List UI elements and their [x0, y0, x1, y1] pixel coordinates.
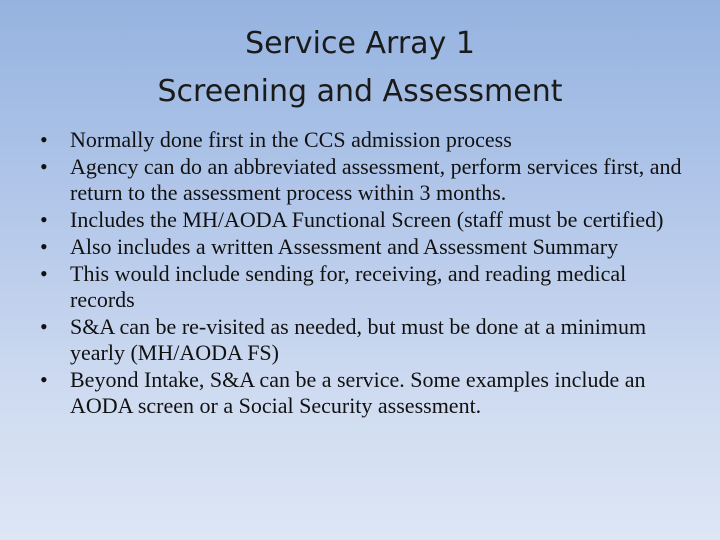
bullet-text: Normally done first in the CCS admission process: [70, 127, 512, 152]
bullet-text: S&A can be re-visited as needed, but must be done at a minimum yearly (MH/AODA FS): [70, 314, 647, 365]
slide-title-line-1: Service Array 1: [245, 26, 475, 61]
bullet-text: Beyond Intake, S&A can be a service. Some examples include an AODA screen or a Social Security assessment.: [70, 367, 646, 418]
bullet-text: Includes the MH/AODA Functional Screen (staff must be certified): [70, 207, 664, 232]
bullet-item: [40, 367, 690, 419]
bullet-dot-icon: •: [40, 261, 48, 286]
bullet-dot-icon: •: [40, 314, 48, 339]
bullet-dot-icon: •: [40, 207, 48, 232]
bullet-item: [40, 314, 690, 366]
bullet-text: This would include sending for, receiving, and reading medical records: [70, 261, 627, 312]
bullet-item: [40, 207, 690, 233]
bullet-dot-icon: •: [40, 367, 48, 392]
slide-title: [0, 20, 720, 116]
bullet-text: Also includes a written Assessment and Assessment Summary: [70, 234, 619, 259]
bullet-dot-icon: •: [40, 127, 48, 152]
bullet-list: [40, 127, 690, 420]
bullet-item: [40, 127, 690, 153]
bullet-dot-icon: •: [40, 154, 48, 179]
bullet-item: [40, 234, 690, 260]
slide-title-line-2: Screening and Assessment: [157, 74, 563, 109]
bullet-item: [40, 154, 690, 206]
bullet-text: Agency can do an abbreviated assessment, perform services first, and return to the assessment process within 3 months.: [70, 154, 682, 205]
bullet-item: [40, 261, 690, 313]
bullet-dot-icon: •: [40, 234, 48, 259]
